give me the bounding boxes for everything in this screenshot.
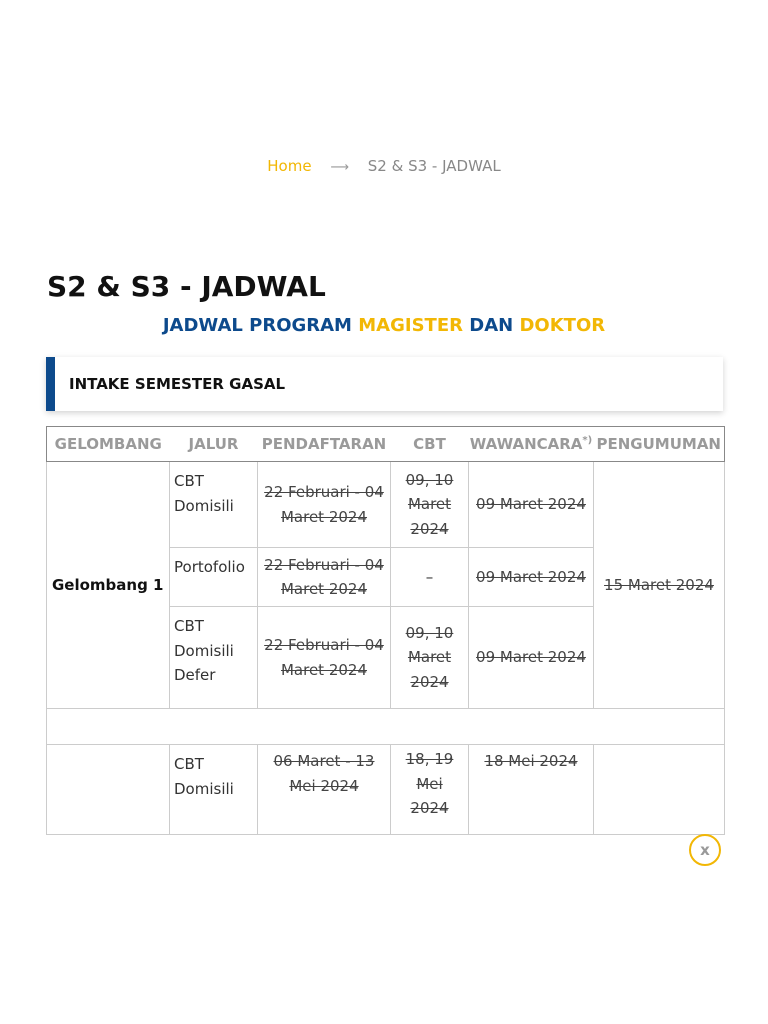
pendaftaran-value: 22 Februari - 04 Maret 2024 [264,483,384,526]
subtitle-part-2: MAGISTER [358,315,463,336]
cbt-cell [391,607,469,709]
table-header-row [47,427,725,462]
footnote-marker: *) [582,435,593,446]
cbt-value: 09, 10 Maret 2024 [405,623,454,691]
pengumuman-cell [594,462,725,709]
intake-label: INTAKE SEMESTER GASAL [69,375,286,393]
jalur-line: Domisili [174,779,234,798]
jalur-line: CBT [174,617,204,635]
wawancara-cell [469,745,594,835]
jalur-cell [170,462,258,548]
pendaftaran-cell [258,607,391,709]
wawancara-cell [469,548,594,607]
schedule-subtitle [0,315,768,336]
jalur-cell [170,607,258,709]
gelombang-2-cell [47,745,170,835]
table-spacer-row [47,709,725,745]
jalur-cell [170,745,258,835]
table-row [47,745,725,835]
page-title: S2 & S3 - JADWAL [47,270,326,303]
pendaftaran-value: 22 Februari - 04 Maret 2024 [264,636,384,679]
header-wawancara-label: WAWANCARA [469,435,583,453]
schedule-table-container[interactable] [46,426,724,817]
breadcrumb-current: S2 & S3 - JADWAL [367,157,501,175]
cbt-value: – [425,567,434,586]
subtitle-part-3: DAN [469,315,514,336]
pengumuman-value: 15 Maret 2024 [604,575,714,594]
cbt-cell [391,548,469,607]
wawancara-cell [469,607,594,709]
pendaftaran-cell [258,462,391,548]
pendaftaran-value: 22 Februari - 04 Maret 2024 [264,555,384,598]
jalur-line: Domisili [174,641,234,660]
wawancara-cell [469,462,594,548]
table-row [47,462,725,548]
spacer-cell [47,709,725,745]
header-wawancara [469,427,594,462]
jalur-line: CBT [174,472,204,490]
subtitle-part-1: JADWAL PROGRAM [162,315,352,336]
cbt-cell [391,745,469,835]
jalur-line: Portofolio [174,558,245,576]
breadcrumb [0,157,768,175]
arrow-right-icon: ⟶ [330,160,349,175]
wawancara-value: 09 Maret 2024 [476,567,586,586]
schedule-table [46,426,725,835]
wawancara-value: 18 Mei 2024 [484,752,578,770]
gelombang-1-cell: Gelombang 1 [47,462,170,709]
intake-section-header [46,357,723,411]
header-cbt: CBT [391,427,469,462]
wawancara-value: 09 Maret 2024 [476,648,586,667]
pendaftaran-cell [258,548,391,607]
pendaftaran-value: 06 Maret - 13 Mei 2024 [273,752,375,795]
breadcrumb-home-link[interactable]: Home [267,157,312,175]
close-icon: x [700,841,710,859]
wawancara-value: 09 Maret 2024 [476,495,586,514]
jalur-line: CBT [174,755,204,773]
header-jalur: JALUR [170,427,258,462]
pengumuman-cell [594,745,725,835]
header-pendaftaran: PENDAFTARAN [258,427,391,462]
jalur-line: Domisili [174,496,234,515]
jalur-cell [170,548,258,607]
jalur-line: Defer [174,666,216,684]
pendaftaran-cell [258,745,391,835]
close-button[interactable] [689,834,721,866]
header-gelombang: GELOMBANG [47,427,170,462]
subtitle-part-4: DOKTOR [519,315,606,336]
cbt-cell [391,462,469,548]
cbt-value: 09, 10 Maret 2024 [405,470,454,538]
cbt-value: 18, 19 Mei 2024 [405,750,454,817]
header-pengumuman: PENGUMUMAN [594,427,725,462]
